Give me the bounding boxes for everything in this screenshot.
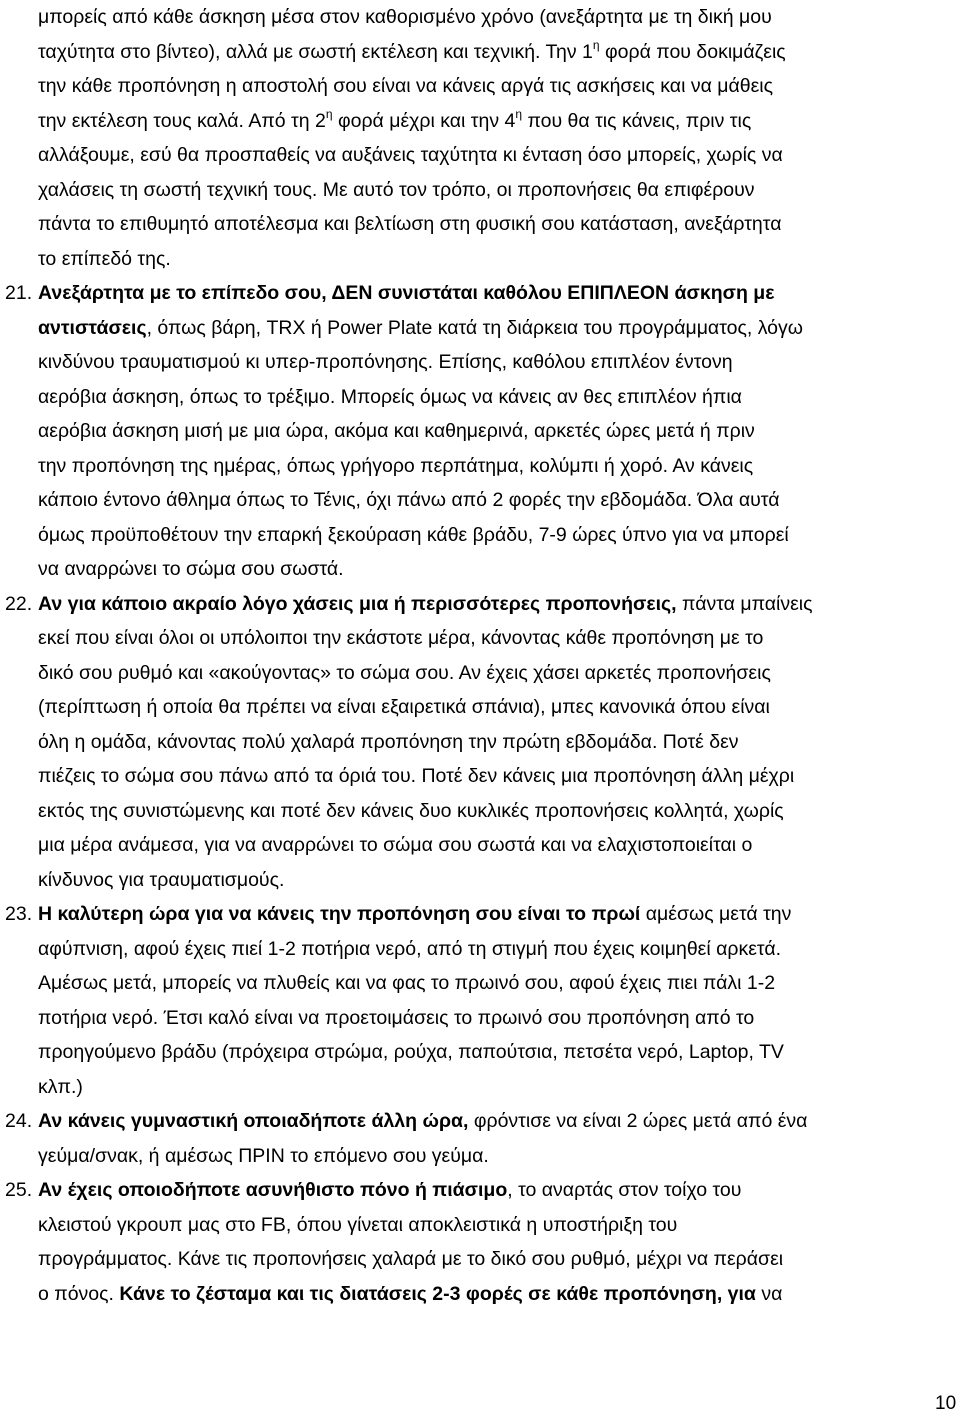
text-line <box>38 449 956 484</box>
text-run: εκεί που είναι όλοι οι υπόλοιποι την εκάστοτε μέρα, κάνοντας κάθε προπόνηση με το <box>38 627 764 649</box>
text-run: φρόντισε να είναι 2 ώρες μετά από ένα <box>468 1110 808 1132</box>
text-run: φορά που δοκιμάζεις <box>599 40 786 63</box>
text-run: πιέζεις το σώμα σου πάνω από τα όριά του. Ποτέ δεν κάνεις μια προπόνηση άλλη μέχρι <box>38 765 795 787</box>
text-line <box>38 690 956 725</box>
text-run: μια μέρα ανάμεσα, για να αναρρώνει το σώμα σου σωστά και να ελαχιστοποιείται ο <box>38 834 753 856</box>
text-run: κάποιο έντονο άθλημα όπως το Τένις, όχι πάνω από 2 φορές την εβδομάδα. Όλα αυτά <box>38 489 780 511</box>
text-run: (περίπτωση ή οποία θα πρέπει να είναι εξαιρετικά σπάνια), μπες κανονικά όπου είναι <box>38 696 770 718</box>
bold-text: Αν έχεις οποιοδήποτε ασυνήθιστο πόνο ή πιάσιμο <box>38 1179 508 1201</box>
item-number: 23. <box>5 903 33 925</box>
list-item-25 <box>5 1173 956 1311</box>
text-run: όμως προϋποθέτουν την επαρκή ξεκούραση κάθε βράδυ, 7-9 ώρες ύπνο για να μπορεί <box>38 523 789 546</box>
list-item-21 <box>5 276 956 587</box>
text-run: την εκτέλεση τους καλά. Από τη 2 <box>38 109 326 132</box>
text-run: που θα τις κάνεις, πριν τις <box>522 109 752 132</box>
text-run: εκτός της συνιστώμενης και ποτέ δεν κάνεις δυο κυκλικές προπονήσεις κολλητά, χωρίς <box>38 799 784 822</box>
text-line <box>38 380 956 415</box>
text-line <box>38 0 956 35</box>
list-item-22 <box>5 587 956 898</box>
text-run: φορά μέχρι και την 4 <box>332 109 516 132</box>
text-run: αμέσως μετά την <box>640 903 792 925</box>
text-run: , το αναρτάς στον τοίχο του <box>507 1179 742 1201</box>
text-run: κλειστού γκρουπ μας στο FB, όπου γίνεται αποκλειστικά η υποστήριξη του <box>38 1213 678 1236</box>
text-line <box>38 414 956 449</box>
text-line <box>38 1070 956 1105</box>
text-run: να αναρρώνει το σώμα σου σωστά. <box>38 558 344 580</box>
text-run: γεύμα/σνακ, ή αμέσως ΠΡΙΝ το επόμενο σου γεύμα. <box>38 1144 489 1167</box>
page-content <box>5 0 956 1311</box>
list-item-23 <box>5 897 956 1104</box>
text-run: κινδύνου τραυματισμού κι υπερ-προπόνησης. Επίσης, καθόλου επιπλέον έντονη <box>38 351 733 373</box>
text-line <box>38 1001 956 1036</box>
bold-text: Αν για κάποιο ακραίο λόγο χάσεις μια ή περισσότερες προπονήσεις, <box>38 592 677 615</box>
text-line <box>38 966 956 1001</box>
text-line <box>38 1208 956 1243</box>
text-line <box>38 656 956 691</box>
item-number: 24. <box>5 1110 33 1132</box>
text-run: ποτήρια νερό. Έτσι καλό είναι να προετοιμάσεις το πρωινό σου προπόνηση από το <box>38 1006 755 1029</box>
text-run: , όπως βάρη, TRX ή Power Plate κατά τη διάρκεια του προγράμματος, λόγω <box>146 316 803 339</box>
item-number: 21. <box>5 282 33 304</box>
text-run: αλλάξουμε, εσύ θα προσπαθείς να αυξάνεις ταχύτητα κι ένταση όσο μπορείς, χωρίς να <box>38 144 783 166</box>
text-line <box>38 1242 956 1277</box>
page-number: 10 <box>935 1393 957 1414</box>
text-line <box>38 794 956 829</box>
text-line <box>38 1104 956 1139</box>
superscript: η <box>515 106 523 121</box>
text-run: πάντα το επιθυμητό αποτέλεσμα και βελτίωση στη φυσική σου κατάσταση, ανεξάρτητα <box>38 213 782 235</box>
text-line <box>38 932 956 967</box>
bold-text: Αν κάνεις γυμναστική οποιαδήποτε άλλη ώρα, <box>38 1110 469 1132</box>
text-run: να <box>755 1282 783 1305</box>
text-run: ταχύτητα στο βίντεο), αλλά με σωστή εκτέλεση και τεχνική. Την 1 <box>38 40 593 63</box>
text-run: το επίπεδό της. <box>38 247 171 270</box>
text-line <box>38 1173 956 1208</box>
text-line <box>38 311 956 346</box>
text-run: ο πόνος. <box>38 1282 120 1305</box>
text-line <box>38 897 956 932</box>
superscript: η <box>592 37 600 52</box>
text-line <box>38 1277 956 1312</box>
text-line <box>38 207 956 242</box>
text-run: την κάθε προπόνηση η αποστολή σου είναι να κάνεις αργά τις ασκήσεις και να μάθεις <box>38 75 774 97</box>
text-run: όλη η ομάδα, κάνοντας πολύ χαλαρά προπόνηση την πρώτη εβδομάδα. Ποτέ δεν <box>38 730 739 753</box>
text-run: Αμέσως μετά, μπορείς να πλυθείς και να φας το πρωινό σου, αφού έχεις πιει πάλι 1-2 <box>38 972 776 994</box>
text-run: αερόβια άσκηση μισή με μια ώρα, ακόμα και καθημερινά, αρκετές ώρες μετά ή πριν <box>38 420 755 442</box>
text-line <box>38 828 956 863</box>
text-line <box>38 276 956 311</box>
text-run: αφύπνιση, αφού έχεις πιεί 1-2 ποτήρια νερό, από τη στιγμή που έχεις κοιμηθεί αρκετά. <box>38 937 782 960</box>
item-number: 22. <box>5 592 33 615</box>
text-run: αερόβια άσκηση, όπως το τρέξιμο. Μπορείς όμως να κάνεις αν θες επιπλέον ήπια <box>38 385 742 408</box>
text-run: κλπ.) <box>38 1075 83 1098</box>
text-run: προγράμματος. Κάνε τις προπονήσεις χαλαρά με το δικό σου ρυθμό, μέχρι να περάσει <box>38 1248 784 1270</box>
list-item-24 <box>5 1104 956 1173</box>
text-line <box>38 242 956 277</box>
text-line <box>38 1035 956 1070</box>
text-line <box>38 725 956 760</box>
text-line <box>38 35 956 70</box>
text-line <box>38 621 956 656</box>
text-line <box>38 518 956 553</box>
numbered-list <box>5 276 956 1311</box>
bold-text: Ανεξάρτητα με το επίπεδο σου, ΔΕΝ συνιστάται καθόλου ΕΠΙΠΛΕΟΝ άσκηση με <box>38 282 775 304</box>
text-line <box>38 104 956 139</box>
text-line <box>38 345 956 380</box>
text-line <box>38 552 956 587</box>
item-number: 25. <box>5 1179 33 1201</box>
text-line <box>38 138 956 173</box>
text-line <box>38 863 956 898</box>
text-line <box>38 483 956 518</box>
bold-text: Κάνε το ζέσταμα και τις διατάσεις 2-3 φορές σε κάθε προπόνηση, για <box>119 1282 756 1305</box>
text-line <box>38 173 956 208</box>
text-line <box>38 69 956 104</box>
bold-text: αντιστάσεις <box>38 316 147 339</box>
text-line <box>38 1139 956 1174</box>
text-run: προηγούμενο βράδυ (πρόχειρα στρώμα, ρούχα, παπούτσια, πετσέτα νερό, Laptop, TV <box>38 1041 784 1063</box>
text-run: δικό σου ρυθμό και «ακούγοντας» το σώμα σου. Αν έχεις χάσει αρκετές προπονήσεις <box>38 661 771 684</box>
text-run: πάντα μπαίνεις <box>676 592 813 615</box>
bold-text: Η καλύτερη ώρα για να κάνεις την προπόνηση σου είναι το πρωί <box>38 903 641 925</box>
text-run: την προπόνηση της ημέρας, όπως γρήγορο περπάτημα, κολύμπι ή χορό. Αν κάνεις <box>38 454 754 477</box>
text-run: χαλάσεις τη σωστή τεχνική τους. Με αυτό τον τρόπο, οι προπονήσεις θα επιφέρουν <box>38 178 755 201</box>
text-line <box>38 587 956 622</box>
text-run: κίνδυνος για τραυματισμούς. <box>38 868 285 891</box>
text-line <box>38 759 956 794</box>
superscript: η <box>325 106 333 121</box>
intro-paragraph <box>38 0 956 276</box>
text-run: μπορείς από κάθε άσκηση μέσα στον καθορισμένο χρόνο (ανεξάρτητα με τη δική μου <box>38 6 772 28</box>
